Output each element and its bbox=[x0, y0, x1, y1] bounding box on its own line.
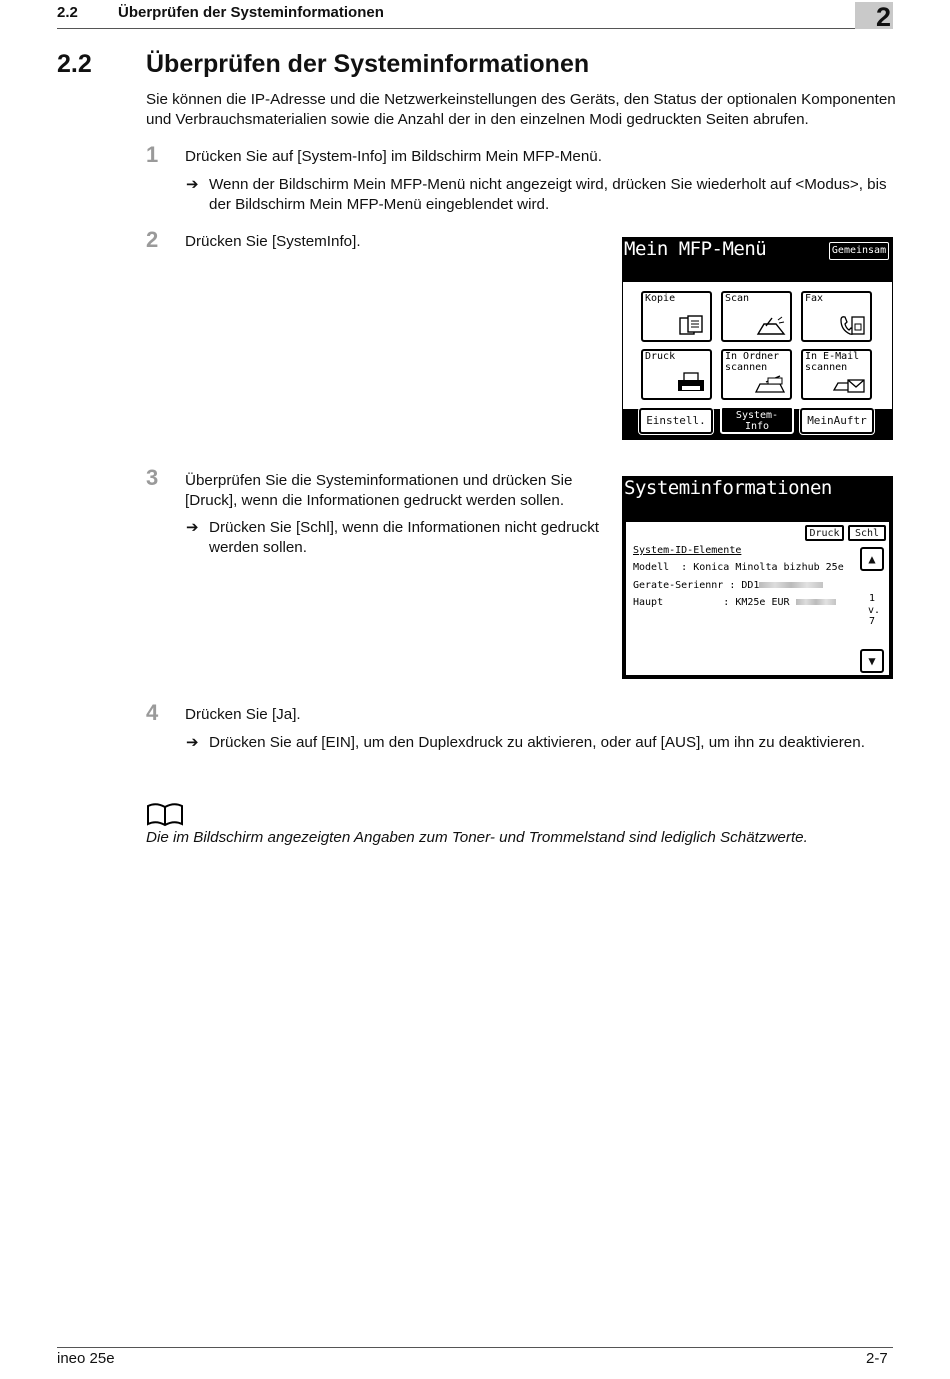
close-button[interactable]: Schl bbox=[848, 525, 886, 541]
header-section-title: Überprüfen der Systeminformationen bbox=[118, 4, 384, 21]
section-number: 2.2 bbox=[57, 50, 92, 78]
step-number: 2 bbox=[146, 227, 159, 252]
mode-label: Druck bbox=[645, 351, 676, 362]
note-text: Die im Bildschirm angezeigten Angaben zum Toner- und Trommelstand sind lediglich Schätzwerte. bbox=[146, 829, 808, 846]
info-line-model: Modell : Konica Minolta bizhub 25e bbox=[633, 562, 844, 573]
redacted-value bbox=[796, 599, 836, 605]
scan-to-folder-icon bbox=[754, 374, 786, 394]
mode-button-copy[interactable] bbox=[641, 291, 712, 342]
header-rule bbox=[57, 28, 893, 29]
footer-rule bbox=[57, 1347, 893, 1348]
mode-button-scan-to-folder[interactable] bbox=[721, 349, 792, 400]
copy-icon bbox=[678, 314, 706, 336]
scan-to-email-icon bbox=[832, 374, 866, 394]
mode-label: In Ordner scannen bbox=[725, 351, 780, 373]
info-line-main bbox=[633, 597, 836, 608]
page-total: 7 bbox=[869, 616, 876, 627]
mode-button-scan[interactable] bbox=[721, 291, 792, 342]
arrow-icon: ➔ bbox=[186, 176, 199, 193]
scroll-down-button[interactable] bbox=[860, 649, 884, 673]
shared-button[interactable]: Gemeinsam bbox=[829, 242, 889, 260]
step-text: Drücken Sie [SystemInfo]. bbox=[185, 233, 361, 250]
page-of: v. bbox=[868, 605, 881, 616]
info-line-serial-text: Gerate-Seriennr : DD1 bbox=[633, 580, 760, 591]
mode-button-scan-to-email[interactable] bbox=[801, 349, 872, 400]
system-info-button[interactable]: System- Info bbox=[720, 406, 794, 434]
step-text: Drücken Sie auf [System-Info] im Bildschirm Mein MFP-Menü. bbox=[185, 148, 602, 165]
step-subtext: Wenn der Bildschirm Mein MFP-Menü nicht angezeigt wird, drücken Sie wiederholt auf <Modus>, bis der Bildschirm Mein MFP-Menü eingeblendet wird. bbox=[209, 176, 887, 213]
triangle-down-icon: ▼ bbox=[868, 654, 876, 668]
book-icon bbox=[146, 802, 184, 828]
mode-button-print[interactable] bbox=[641, 349, 712, 400]
chapter-tab: 2 bbox=[855, 2, 893, 29]
mode-label: Kopie bbox=[645, 293, 676, 304]
my-jobs-button[interactable]: MeinAuftr bbox=[800, 408, 874, 434]
step-text: Überprüfen Sie die Systeminformationen und drücken Sie [Druck], wenn die Informationen gedruckt werden sollen. bbox=[185, 472, 573, 509]
intro-paragraph: Sie können die IP-Adresse und die Netzwerkeinstellungen des Geräts, den Status der optionalen Komponenten und Verbrauchsmaterialien sowie die Anzahl der in den einzelnen Modi gedruckten Seiten abrufen. bbox=[146, 91, 896, 128]
section-label: System-ID-Elemente bbox=[633, 545, 742, 556]
step-text: Drücken Sie [Ja]. bbox=[185, 706, 301, 723]
screen-title: Mein MFP-Menü bbox=[624, 238, 767, 260]
mode-label: Scan bbox=[725, 293, 750, 304]
footer-page-number: 2-7 bbox=[866, 1350, 888, 1367]
fax-icon bbox=[838, 314, 866, 336]
scroll-up-button[interactable] bbox=[860, 547, 884, 571]
redacted-value bbox=[759, 582, 823, 588]
info-line-main-text: Haupt : KM25e EUR bbox=[633, 597, 790, 608]
scan-icon bbox=[756, 314, 786, 336]
arrow-icon: ➔ bbox=[186, 734, 199, 751]
printer-icon bbox=[676, 372, 706, 394]
mode-label: Fax bbox=[805, 293, 824, 304]
arrow-icon: ➔ bbox=[186, 519, 199, 536]
info-panel bbox=[625, 521, 890, 676]
system-info-screen bbox=[622, 476, 893, 679]
step-number: 1 bbox=[146, 142, 159, 167]
step-number: 3 bbox=[146, 465, 159, 490]
triangle-up-icon: ▲ bbox=[868, 552, 876, 566]
screen-title: Systeminformationen bbox=[624, 477, 832, 499]
step-subtext: Drücken Sie [Schl], wenn die Informationen nicht gedruckt werden sollen. bbox=[209, 519, 600, 556]
print-button[interactable]: Druck bbox=[805, 525, 844, 541]
mode-button-fax[interactable] bbox=[801, 291, 872, 342]
mfp-menu-screen bbox=[622, 237, 893, 440]
settings-button[interactable]: Einstell. bbox=[639, 408, 713, 434]
step-number: 4 bbox=[146, 700, 159, 725]
footer-product: ineo 25e bbox=[57, 1350, 115, 1367]
mode-label: In E-Mail scannen bbox=[805, 351, 860, 373]
section-title: Überprüfen der Systeminformationen bbox=[146, 50, 590, 78]
header-section-number: 2.2 bbox=[57, 4, 78, 21]
page-current: 1 bbox=[869, 593, 876, 604]
info-line-serial bbox=[633, 580, 823, 591]
step-subtext: Drücken Sie auf [EIN], um den Duplexdruck zu aktivieren, oder auf [AUS], um ihn zu deaktivieren. bbox=[209, 734, 865, 751]
